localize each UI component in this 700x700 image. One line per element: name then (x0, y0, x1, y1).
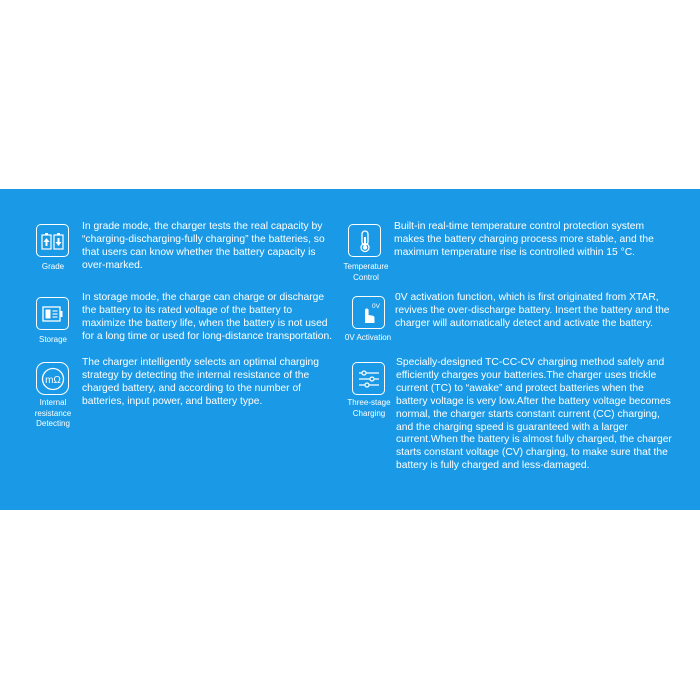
milliohm-text: mΩ (44, 374, 61, 386)
three-stage-label: Three-stage Charging (347, 398, 391, 418)
thermometer-icon (348, 224, 381, 257)
activation-label: 0V Activation (344, 333, 392, 342)
temperature-label: Temperature Control (343, 262, 389, 282)
zero-volt-text: 0V (371, 302, 380, 310)
storage-description: In storage mode, the charge can charge or discharge the battery to its rated voltage of the battery to maximize the battery life, when the battery is not used for a long time or used for long-distance transportation. (82, 292, 333, 342)
grade-label: Grade (41, 262, 65, 271)
three-stage-icon (352, 362, 385, 395)
battery-up-down-icon (36, 224, 69, 257)
resistance-label: Internal resistance Detecting (34, 398, 72, 428)
storage-battery-icon (36, 297, 69, 330)
storage-label: Storage (38, 335, 68, 344)
activation-description: 0V activation function, which is first originated from XTAR, revives the over-discharge battery. Insert the battery and the charger will automatically detect and activate the battery. (395, 292, 670, 329)
three-stage-description: Specially-designed TC-CC-CV charging method safely and efficiently charges your batteries.The charger uses trickle current (TC) to “awake” and protect batteries when the battery voltage is very low.After the battery voltage becomes normal, the charger starts constant current (CC) charging, and the charging speed is guaranteed with a larger current.When the battery is almost fully charged, the charger starts constant voltage (CV) charging, to make sure that the battery is fully charged and less-damaged. (396, 357, 672, 472)
grade-description: In grade mode, the charger tests the real capacity by “charging-discharging-fully charging” the batteries, so that users can know whether the battery capacity is over-marked. (82, 221, 325, 271)
finger-press-0v-icon (352, 296, 385, 329)
milliohm-icon (36, 362, 69, 395)
temperature-description: Built-in real-time temperature control protection system makes the battery charging process more stable, and the maximum temperature rise is controlled within 15 °C. (394, 221, 654, 258)
resistance-description: The charger intelligently selects an optimal charging strategy by detecting the internal resistance of the charged battery, and according to the number of batteries, input power, and battery type. (82, 357, 319, 407)
